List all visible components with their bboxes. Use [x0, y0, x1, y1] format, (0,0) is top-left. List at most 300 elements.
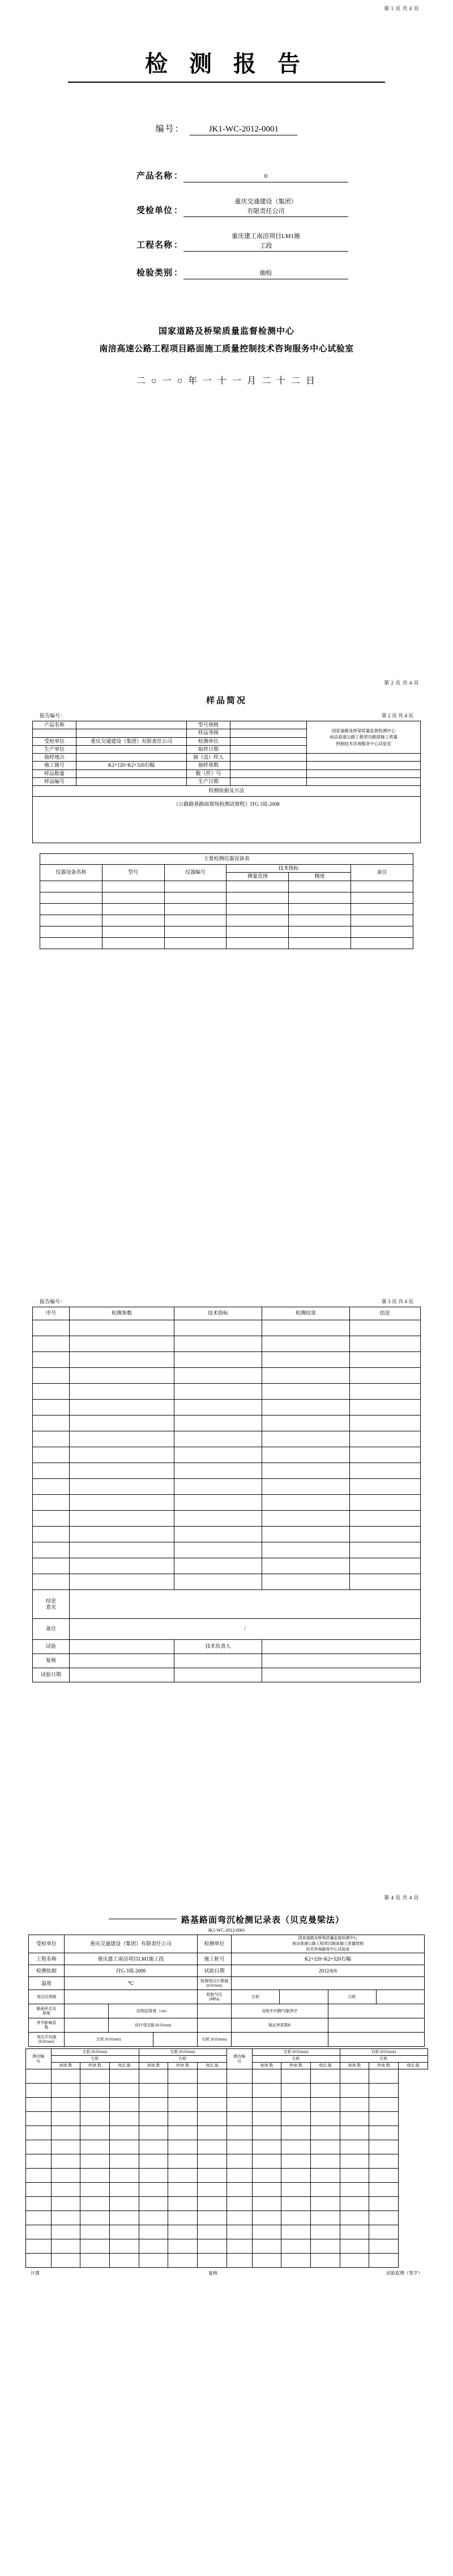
cell-value[interactable]	[226, 2182, 252, 2196]
value-reviewer[interactable]	[70, 1654, 174, 1668]
cell-value[interactable]	[351, 892, 413, 903]
cell-value[interactable]	[252, 2239, 281, 2253]
cell-value[interactable]	[25, 2126, 51, 2140]
cell-value[interactable]	[369, 2211, 399, 2225]
cell-value[interactable]	[25, 2111, 51, 2126]
cell-value[interactable]	[139, 2239, 168, 2253]
cell-value[interactable]	[310, 2196, 340, 2211]
cell-value[interactable]	[340, 2211, 369, 2225]
value-layer-thickness[interactable]	[198, 2004, 232, 2018]
cell-value[interactable]	[350, 1463, 421, 1479]
cell-value[interactable]	[369, 2140, 399, 2154]
cell-value[interactable]	[174, 1368, 262, 1384]
cell-value[interactable]	[230, 737, 307, 745]
cell-value[interactable]	[168, 2182, 198, 2196]
cell-value[interactable]	[252, 2196, 281, 2211]
cell-value[interactable]	[25, 2225, 51, 2239]
value-tester[interactable]	[70, 1640, 174, 1654]
cell-value[interactable]	[262, 1352, 350, 1368]
cell-value[interactable]	[252, 2126, 281, 2140]
cell-value[interactable]	[307, 770, 421, 777]
cell-value[interactable]	[281, 2126, 311, 2140]
cell-value[interactable]	[230, 729, 307, 737]
cell-value[interactable]	[70, 1384, 174, 1400]
cell-value[interactable]	[109, 2239, 139, 2253]
cell-value[interactable]	[139, 2111, 168, 2126]
cell-value[interactable]	[262, 1511, 350, 1527]
cell-value[interactable]	[226, 926, 289, 937]
cell-value[interactable]	[289, 903, 351, 915]
cell-value[interactable]	[40, 903, 102, 915]
cell-value[interactable]	[80, 2083, 110, 2097]
cell-value[interactable]	[51, 2126, 80, 2140]
value-test-date[interactable]: 2012/6/6	[232, 1965, 425, 1977]
value-conclusion[interactable]	[70, 1590, 421, 1619]
cell-value[interactable]	[25, 2211, 51, 2225]
cell-value[interactable]	[25, 2097, 51, 2111]
cell-value[interactable]	[310, 2083, 340, 2097]
cell-value[interactable]	[289, 881, 351, 892]
value-assurance-coef[interactable]	[328, 2018, 425, 2033]
value-calc-deflection[interactable]	[232, 1977, 425, 1990]
cell-value[interactable]	[350, 1495, 421, 1511]
cell-value[interactable]	[168, 2211, 198, 2225]
value-remark[interactable]: /	[70, 1619, 421, 1640]
cell-value[interactable]	[51, 2253, 80, 2267]
value-avg-left[interactable]	[153, 2033, 197, 2047]
cell-value[interactable]	[80, 2140, 110, 2154]
cell-value[interactable]	[262, 1542, 350, 1558]
cell-value[interactable]	[168, 2140, 198, 2154]
cell-value[interactable]	[139, 2140, 168, 2154]
cell-value[interactable]	[109, 2182, 139, 2196]
cell-value[interactable]	[109, 2083, 139, 2097]
cell-value[interactable]	[289, 892, 351, 903]
cell-value[interactable]	[226, 2154, 252, 2168]
cell-value[interactable]	[262, 1447, 350, 1463]
cell-value[interactable]	[51, 2069, 80, 2083]
cell-value[interactable]	[350, 1479, 421, 1495]
cell-value[interactable]	[168, 2097, 198, 2111]
cell-value[interactable]: 重庆交通建设（集团）有限责任公司	[76, 737, 187, 745]
value-avg-right[interactable]	[232, 2033, 328, 2047]
cell-value[interactable]	[197, 2083, 226, 2097]
cell-value[interactable]	[226, 2225, 252, 2239]
cell-value[interactable]	[310, 2097, 340, 2111]
cell-value[interactable]	[281, 2182, 311, 2196]
cell-value[interactable]	[33, 1368, 70, 1384]
cell-value[interactable]	[226, 2126, 252, 2140]
cell-value[interactable]	[350, 1574, 421, 1590]
cell-value[interactable]	[340, 2253, 369, 2267]
cell-value[interactable]	[252, 2154, 281, 2168]
cell-value[interactable]	[252, 2097, 281, 2111]
cell-value[interactable]	[340, 2182, 369, 2196]
cell-value[interactable]	[139, 2126, 168, 2140]
cell-value[interactable]	[197, 2097, 226, 2111]
cell-value[interactable]	[33, 1463, 70, 1479]
cell-value[interactable]	[174, 1400, 262, 1415]
cell-value[interactable]	[262, 1336, 350, 1352]
cell-value[interactable]	[139, 2097, 168, 2111]
cell-value[interactable]	[197, 2211, 226, 2225]
cell-value[interactable]	[139, 2225, 168, 2239]
cell-value[interactable]	[226, 2253, 252, 2267]
cell-value[interactable]	[350, 1511, 421, 1527]
cell-value[interactable]	[168, 2239, 198, 2253]
cell-value[interactable]	[369, 2225, 399, 2239]
cell-value[interactable]	[262, 1527, 350, 1542]
cell-value[interactable]	[109, 2111, 139, 2126]
cell-value[interactable]: K2+120~K2+320右幅	[76, 762, 187, 770]
cell-value[interactable]	[369, 2239, 399, 2253]
cell-value[interactable]	[109, 2069, 139, 2083]
cell-value[interactable]	[350, 1447, 421, 1463]
cell-value[interactable]	[33, 1558, 70, 1574]
cell-value[interactable]	[33, 1336, 70, 1352]
value-right-wheel[interactable]	[376, 1990, 424, 2004]
cell-value[interactable]	[340, 2069, 369, 2083]
cell-value[interactable]	[310, 2069, 340, 2083]
cell-value[interactable]	[51, 2111, 80, 2126]
cell-value[interactable]	[340, 2196, 369, 2211]
cell-value[interactable]	[51, 2196, 80, 2211]
cell-value[interactable]	[33, 1400, 70, 1415]
cell-value[interactable]	[102, 892, 164, 903]
cell-value[interactable]	[76, 721, 187, 729]
cell-value[interactable]	[33, 1574, 70, 1590]
cell-value[interactable]	[33, 1527, 70, 1542]
cell-value[interactable]	[351, 881, 413, 892]
value-tech-lead[interactable]	[262, 1640, 421, 1654]
cell-value[interactable]	[350, 1400, 421, 1415]
cell-value[interactable]	[174, 1495, 262, 1511]
cell-value[interactable]	[197, 2140, 226, 2154]
cell-value[interactable]	[340, 2154, 369, 2168]
cell-value[interactable]	[168, 2111, 198, 2126]
cell-value[interactable]	[33, 1511, 70, 1527]
cell-empty[interactable]	[262, 1668, 421, 1682]
cell-value[interactable]	[139, 2182, 168, 2196]
cell-value[interactable]	[174, 1527, 262, 1542]
cell-value[interactable]	[262, 1368, 350, 1384]
cell-value[interactable]	[369, 2097, 399, 2111]
cell-value[interactable]	[174, 1479, 262, 1495]
cell-value[interactable]	[340, 2239, 369, 2253]
cell-value[interactable]	[281, 2140, 311, 2154]
cell-value[interactable]	[350, 1368, 421, 1384]
cell-value[interactable]	[289, 926, 351, 937]
cell-value[interactable]	[252, 2111, 281, 2126]
cell-value[interactable]	[289, 915, 351, 926]
cell-value[interactable]	[102, 937, 164, 949]
cell-value[interactable]	[226, 915, 289, 926]
cell-value[interactable]	[168, 2069, 198, 2083]
cell-value[interactable]	[80, 2154, 110, 2168]
cell-value[interactable]	[139, 2154, 168, 2168]
cell-value[interactable]	[40, 881, 102, 892]
cell-value[interactable]	[340, 2083, 369, 2097]
cell-value[interactable]	[310, 2154, 340, 2168]
cell-value[interactable]	[51, 2083, 80, 2097]
value-test-basis[interactable]: JTG 3说-2008	[65, 1965, 198, 1977]
cell-value[interactable]	[76, 745, 187, 753]
cell-value[interactable]	[310, 2253, 340, 2267]
cell-value[interactable]	[197, 2111, 226, 2126]
cell-value[interactable]	[25, 2154, 51, 2168]
cell-value[interactable]	[262, 1320, 350, 1336]
cell-value[interactable]	[197, 2126, 226, 2140]
cell-value[interactable]	[139, 2083, 168, 2097]
cell-value[interactable]	[310, 2239, 340, 2253]
cell-value[interactable]	[281, 2196, 311, 2211]
cell-value[interactable]	[197, 2196, 226, 2211]
value-deflectometer-spec[interactable]	[65, 1990, 198, 2004]
cell-value[interactable]	[70, 1336, 174, 1352]
cell-value[interactable]	[310, 2111, 340, 2126]
cell-value[interactable]	[340, 2111, 369, 2126]
cell-value[interactable]	[262, 1415, 350, 1431]
cell-value[interactable]	[139, 2253, 168, 2267]
cell-value[interactable]	[351, 903, 413, 915]
cell-value[interactable]	[307, 762, 421, 770]
cell-value[interactable]	[197, 2239, 226, 2253]
cell-value[interactable]	[80, 2097, 110, 2111]
cell-value[interactable]	[226, 2168, 252, 2182]
cell-value[interactable]	[174, 1384, 262, 1400]
cell-value[interactable]	[281, 2225, 311, 2239]
cell-value[interactable]	[262, 1463, 350, 1479]
cell-value[interactable]	[369, 2182, 399, 2196]
cell-value[interactable]	[262, 1479, 350, 1495]
cell-value[interactable]	[51, 2154, 80, 2168]
cell-empty[interactable]	[262, 1654, 421, 1668]
cell-value[interactable]	[76, 754, 187, 762]
cell-value[interactable]	[226, 937, 289, 949]
cell-value[interactable]	[369, 2111, 399, 2126]
cell-value[interactable]	[70, 1479, 174, 1495]
cell-value[interactable]	[226, 892, 289, 903]
cell-value[interactable]	[80, 2196, 110, 2211]
cell-value[interactable]	[226, 2196, 252, 2211]
cell-value[interactable]	[70, 1542, 174, 1558]
cell-value[interactable]	[139, 2196, 168, 2211]
cell-value[interactable]	[351, 926, 413, 937]
value-season-factor[interactable]	[65, 2018, 109, 2033]
cell-value[interactable]	[70, 1463, 174, 1479]
cell-value[interactable]	[80, 2253, 110, 2267]
cell-value[interactable]	[369, 2126, 399, 2140]
cell-value[interactable]	[109, 2196, 139, 2211]
cell-value[interactable]	[139, 2069, 168, 2083]
cell-value[interactable]	[226, 2140, 252, 2154]
cell-value[interactable]	[168, 2225, 198, 2239]
cell-value[interactable]	[350, 1415, 421, 1431]
cell-value[interactable]	[226, 2097, 252, 2111]
cell-value[interactable]	[40, 926, 102, 937]
cell-value[interactable]	[252, 2182, 281, 2196]
cell-value[interactable]	[252, 2211, 281, 2225]
cell-value[interactable]	[340, 2126, 369, 2140]
cell-value[interactable]	[262, 1495, 350, 1511]
cell-value[interactable]	[262, 1400, 350, 1415]
cell-value[interactable]	[109, 2140, 139, 2154]
cell-value[interactable]	[109, 2168, 139, 2182]
cell-value[interactable]	[174, 1463, 262, 1479]
cell-value[interactable]	[252, 2225, 281, 2239]
cell-value[interactable]	[226, 903, 289, 915]
cell-value[interactable]	[174, 1320, 262, 1336]
cell-value[interactable]	[350, 1352, 421, 1368]
cell-value[interactable]	[252, 2083, 281, 2097]
cell-value[interactable]	[51, 2211, 80, 2225]
cell-value[interactable]	[80, 2069, 110, 2083]
cell-value[interactable]	[281, 2253, 311, 2267]
cell-value[interactable]	[109, 2097, 139, 2111]
cell-value[interactable]	[80, 2225, 110, 2239]
cell-value[interactable]	[281, 2211, 311, 2225]
cell-value[interactable]	[281, 2154, 311, 2168]
cell-value[interactable]	[350, 1320, 421, 1336]
cell-value[interactable]	[168, 2154, 198, 2168]
cell-value[interactable]	[109, 2225, 139, 2239]
cell-value[interactable]	[289, 937, 351, 949]
cell-empty[interactable]	[328, 2033, 425, 2047]
cell-value[interactable]	[281, 2097, 311, 2111]
cell-value[interactable]	[197, 2069, 226, 2083]
cell-value[interactable]	[51, 2239, 80, 2253]
cell-value[interactable]	[164, 926, 226, 937]
cell-value[interactable]	[174, 1574, 262, 1590]
cell-value[interactable]	[76, 777, 187, 785]
cell-value[interactable]	[70, 1495, 174, 1511]
cell-value[interactable]	[25, 2182, 51, 2196]
cell-value[interactable]	[51, 2182, 80, 2196]
cell-value[interactable]	[102, 903, 164, 915]
cell-value[interactable]	[164, 937, 226, 949]
cell-value[interactable]	[109, 2154, 139, 2168]
cell-value[interactable]	[33, 1495, 70, 1511]
cell-value[interactable]	[33, 1384, 70, 1400]
cell-value[interactable]	[226, 2069, 252, 2083]
cell-value[interactable]	[226, 881, 289, 892]
cell-value[interactable]	[80, 2126, 110, 2140]
cell-value[interactable]	[70, 1574, 174, 1590]
cell-value[interactable]	[340, 2140, 369, 2154]
cell-value[interactable]	[262, 1574, 350, 1590]
cell-value[interactable]	[310, 2126, 340, 2140]
cell-empty[interactable]	[174, 1668, 262, 1682]
cell-value[interactable]	[340, 2097, 369, 2111]
cell-value[interactable]	[310, 2211, 340, 2225]
cell-value[interactable]	[230, 770, 307, 777]
cell-value[interactable]	[197, 2182, 226, 2196]
cell-value[interactable]	[369, 2168, 399, 2182]
cell-value[interactable]	[51, 2168, 80, 2182]
cell-value[interactable]	[174, 1542, 262, 1558]
cell-value[interactable]	[33, 1479, 70, 1495]
cell-value[interactable]	[174, 1431, 262, 1447]
cell-value[interactable]	[230, 777, 307, 785]
cell-value[interactable]	[40, 892, 102, 903]
cell-value[interactable]	[369, 2069, 399, 2083]
cell-value[interactable]	[230, 762, 307, 770]
cell-value[interactable]	[70, 1368, 174, 1384]
cell-value[interactable]	[70, 1320, 174, 1336]
cell-value[interactable]	[70, 1400, 174, 1415]
cell-value[interactable]	[197, 2168, 226, 2182]
value-pavement-type[interactable]	[65, 2004, 109, 2018]
cell-value[interactable]	[340, 2168, 369, 2182]
cell-value[interactable]	[33, 1320, 70, 1336]
cell-value[interactable]	[252, 2069, 281, 2083]
cell-value[interactable]	[33, 1415, 70, 1431]
cell-value[interactable]	[51, 2225, 80, 2239]
cell-value[interactable]	[168, 2168, 198, 2182]
cell-value[interactable]	[102, 926, 164, 937]
cell-value[interactable]	[164, 892, 226, 903]
cell-value[interactable]	[174, 1511, 262, 1527]
cell-value[interactable]	[76, 729, 187, 737]
value-design-deflection[interactable]	[198, 2018, 232, 2033]
cell-value[interactable]	[226, 2083, 252, 2097]
cell-value[interactable]	[164, 881, 226, 892]
cell-value[interactable]	[139, 2168, 168, 2182]
cell-value[interactable]	[33, 1447, 70, 1463]
cell-value[interactable]	[369, 2083, 399, 2097]
value-left-wheel[interactable]	[280, 1990, 328, 2004]
cell-value[interactable]	[174, 1415, 262, 1431]
cell-empty[interactable]	[174, 1654, 262, 1668]
cell-value[interactable]	[80, 2239, 110, 2253]
cell-value[interactable]	[230, 754, 307, 762]
value-station[interactable]: K2+120~K2+320右幅	[232, 1953, 425, 1965]
cell-value[interactable]	[226, 2211, 252, 2225]
cell-value[interactable]	[281, 2083, 311, 2097]
cell-value[interactable]	[310, 2140, 340, 2154]
cell-value[interactable]	[351, 937, 413, 949]
cell-value[interactable]	[25, 2168, 51, 2182]
cell-value[interactable]	[33, 1542, 70, 1558]
cell-value[interactable]	[70, 1527, 174, 1542]
cell-value[interactable]	[33, 1352, 70, 1368]
cell-value[interactable]	[80, 2111, 110, 2126]
cell-value[interactable]	[139, 2211, 168, 2225]
cell-value[interactable]	[80, 2168, 110, 2182]
cell-value[interactable]	[80, 2182, 110, 2196]
cell-value[interactable]	[25, 2239, 51, 2253]
cell-value[interactable]	[25, 2196, 51, 2211]
cell-value[interactable]	[197, 2154, 226, 2168]
cell-value[interactable]	[226, 2111, 252, 2126]
cell-value[interactable]	[252, 2253, 281, 2267]
cell-value[interactable]	[174, 1352, 262, 1368]
cell-value[interactable]	[369, 2154, 399, 2168]
cell-value[interactable]	[25, 2083, 51, 2097]
cell-value[interactable]	[51, 2097, 80, 2111]
cell-value[interactable]	[369, 2253, 399, 2267]
cell-value[interactable]	[168, 2126, 198, 2140]
cell-value[interactable]	[310, 2168, 340, 2182]
cell-value[interactable]	[109, 2253, 139, 2267]
cell-value[interactable]	[168, 2083, 198, 2097]
cell-value[interactable]	[109, 2126, 139, 2140]
cell-value[interactable]	[262, 1384, 350, 1400]
cell-value[interactable]	[80, 2211, 110, 2225]
cell-value[interactable]	[310, 2182, 340, 2196]
cell-value[interactable]	[310, 2225, 340, 2239]
value-test-date[interactable]	[70, 1668, 174, 1682]
